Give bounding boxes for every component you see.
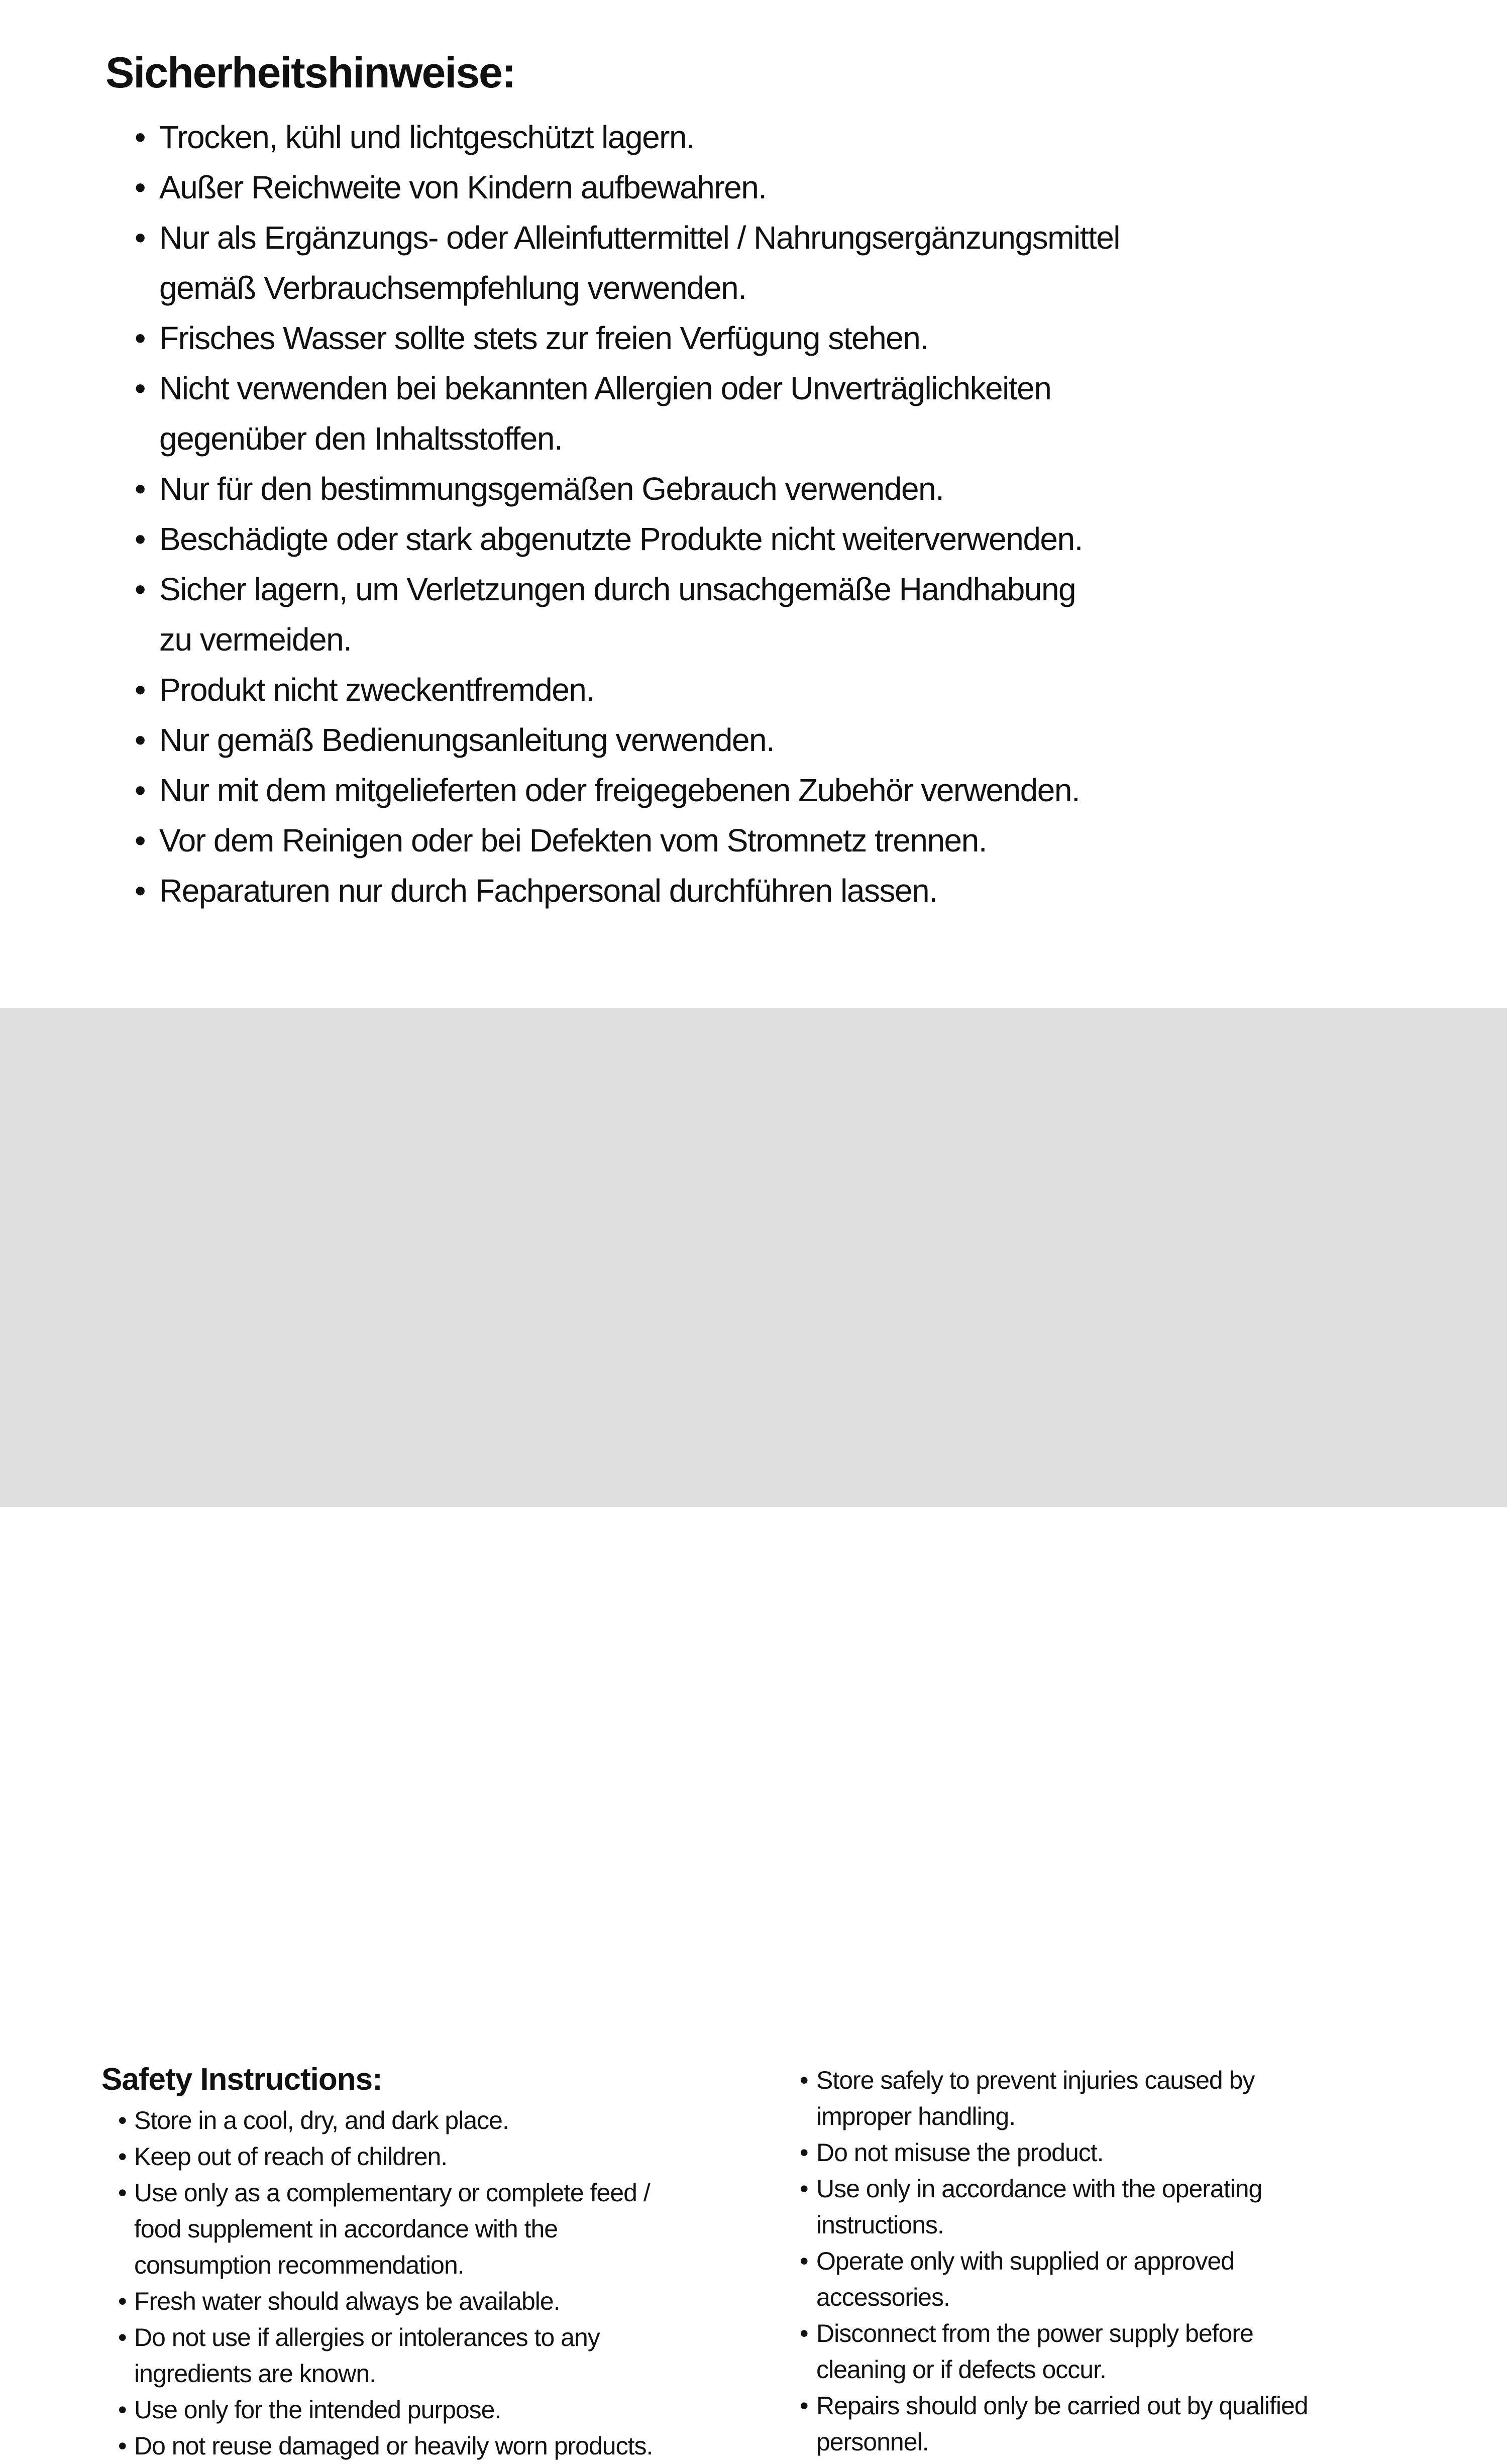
list-item: • Disconnect from the power supply before cleaning or if defects occur. (800, 2315, 1308, 2388)
list-item: • Reparaturen nur durch Fachpersonal durchführen lassen. (135, 866, 1120, 916)
list-item: • Nur gemäß Bedienungsanleitung verwenden. (135, 715, 1120, 765)
english-safety-list-right-column (800, 2062, 1308, 2460)
list-item: • Nur für den bestimmungsgemäßen Gebrauch verwenden. (135, 464, 1120, 514)
list-item: • Keep out of reach of children. (118, 2138, 653, 2175)
list-item: • Sicher lagern, um Verletzungen durch unsachgemäße Handhabung zu vermeiden. (135, 564, 1120, 665)
list-item: • Use only for the intended purpose. (118, 2392, 653, 2428)
german-heading: Sicherheitshinweise: (105, 49, 515, 97)
list-item: • Beschädigte oder stark abgenutzte Produkte nicht weiterverwenden. (135, 514, 1120, 564)
list-item: • Do not use if allergies or intolerances to any ingredients are known. (118, 2319, 653, 2392)
list-item: • Nur mit dem mitgelieferten oder freigegebenen Zubehör verwenden. (135, 765, 1120, 815)
list-item: • Vor dem Reinigen oder bei Defekten vom Stromnetz trennen. (135, 815, 1120, 866)
english-heading: Safety Instructions: (101, 2062, 382, 2097)
list-item: • Use only in accordance with the operating instructions. (800, 2171, 1308, 2243)
german-safety-list (135, 112, 1120, 916)
list-item: • Produkt nicht zweckentfremden. (135, 665, 1120, 715)
list-item: • Store in a cool, dry, and dark place. (118, 2102, 653, 2138)
list-item: • Do not reuse damaged or heavily worn products. (118, 2428, 653, 2464)
list-item: • Außer Reichweite von Kindern aufbewahren. (135, 162, 1120, 212)
list-item: • Nur als Ergänzungs- oder Alleinfuttermittel / Nahrungsergänzungsmittel gemäß Verbrauchsempfehlung verwenden. (135, 212, 1120, 313)
list-item: • Repairs should only be carried out by qualified personnel. (800, 2388, 1308, 2460)
list-item: • Use only as a complementary or complete feed / food supplement in accordance with the consumption recommendation. (118, 2175, 653, 2283)
list-item: • Store safely to prevent injuries caused by improper handling. (800, 2062, 1308, 2134)
english-safety-list-left-column (118, 2102, 653, 2464)
list-item: • Trocken, kühl und lichtgeschützt lagern. (135, 112, 1120, 162)
list-item: • Fresh water should always be available. (118, 2283, 653, 2319)
english-section-panel (0, 1008, 1507, 2460)
list-item: • Operate only with supplied or approved accessories. (800, 2243, 1308, 2315)
list-item: • Frisches Wasser sollte stets zur freien Verfügung stehen. (135, 313, 1120, 363)
list-item: • Do not misuse the product. (800, 2134, 1308, 2171)
list-item: • Nicht verwenden bei bekannten Allergien oder Unverträglichkeiten gegenüber den Inhaltsstoffen. (135, 363, 1120, 464)
